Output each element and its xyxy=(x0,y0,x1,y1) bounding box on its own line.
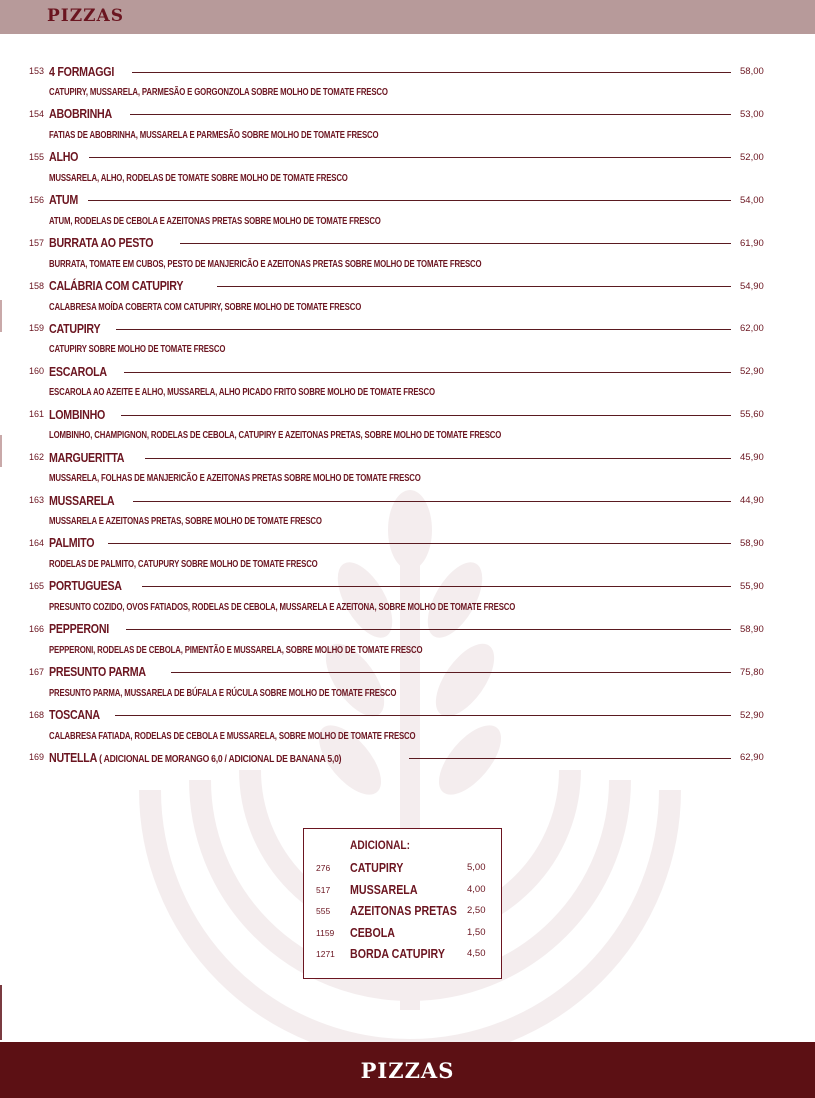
item-number: 164 xyxy=(29,537,45,548)
menu-item-row xyxy=(0,405,815,423)
leader-line xyxy=(130,114,731,115)
addon-row xyxy=(304,924,503,942)
item-number: 166 xyxy=(29,623,45,634)
item-name-text: ABOBRINHA xyxy=(49,106,112,122)
item-number: 156 xyxy=(29,194,45,205)
item-price: 52,00 xyxy=(740,151,764,163)
leader-line xyxy=(88,200,731,201)
item-description: CATUPIRY, MUSSARELA, PARMESÃO E GORGONZOLA SOBRE MOLHO DE TOMATE FRESCO xyxy=(49,87,388,98)
leader-line xyxy=(133,501,731,502)
addon-row xyxy=(304,859,503,877)
item-name-text: BURRATA AO PESTO xyxy=(49,235,154,251)
menu-item-row xyxy=(0,663,815,681)
menu-item-row xyxy=(0,277,815,295)
menu-item-row xyxy=(0,706,815,724)
addon-row xyxy=(304,902,503,920)
leader-line xyxy=(126,629,731,630)
leader-line xyxy=(108,543,731,544)
addon-name: CATUPIRY xyxy=(350,860,404,875)
addon-code: 555 xyxy=(316,906,331,916)
item-number: 160 xyxy=(29,366,45,377)
item-number: 167 xyxy=(29,666,45,677)
addon-code: 1271 xyxy=(316,949,335,959)
item-name xyxy=(49,578,122,593)
item-description: FATIAS DE ABOBRINHA, MUSSARELA E PARMESÃO SOBRE MOLHO DE TOMATE FRESCO xyxy=(49,129,379,141)
header-bar xyxy=(0,0,815,34)
item-price: 52,90 xyxy=(740,366,764,378)
item-name xyxy=(49,450,124,465)
item-price: 61,90 xyxy=(740,237,764,249)
item-description: CALABRESA FATIADA, RODELAS DE CEBOLA E MUSSARELA, SOBRE MOLHO DE TOMATE FRESCO xyxy=(49,730,416,742)
leader-line xyxy=(145,458,731,459)
item-number: 158 xyxy=(29,280,45,291)
item-price: 58,90 xyxy=(740,537,764,549)
addon-code: 1159 xyxy=(316,927,335,938)
item-name-text: PALMITO xyxy=(49,535,95,551)
leader-line xyxy=(171,672,731,673)
leader-line xyxy=(217,286,731,287)
item-name xyxy=(49,64,114,79)
item-number: 165 xyxy=(29,580,45,591)
menu-item-row xyxy=(0,748,815,766)
item-name xyxy=(49,149,78,164)
addon-name: BORDA CATUPIRY xyxy=(350,946,445,961)
item-price: 75,80 xyxy=(740,666,764,678)
item-name xyxy=(49,321,100,336)
footer-bar xyxy=(0,1042,815,1098)
item-number: 161 xyxy=(29,409,45,420)
menu-item-row xyxy=(0,491,815,509)
item-description: PEPPERONI, RODELAS DE CEBOLA, PIMENTÃO E MUSSARELA, SOBRE MOLHO DE TOMATE FRESCO xyxy=(49,644,423,656)
addon-price: 1,50 xyxy=(467,926,486,938)
item-name-text: CALÁBRIA COM CATUPIRY xyxy=(49,278,184,293)
item-name xyxy=(49,364,107,379)
item-name xyxy=(49,235,153,250)
item-note: ( ADICIONAL DE MORANGO 6,0 / ADICIONAL DE BANANA 5,0) xyxy=(97,752,342,765)
item-name-text: TOSCANA xyxy=(49,707,100,722)
menu-item-row xyxy=(0,105,815,123)
item-description: ESCAROLA AO AZEITE E ALHO, MUSSARELA, ALHO PICADO FRITO SOBRE MOLHO DE TOMATE FRESCO xyxy=(49,387,435,399)
item-description: ATUM, RODELAS DE CEBOLA E AZEITONAS PRETAS SOBRE MOLHO DE TOMATE FRESCO xyxy=(49,215,381,227)
addon-row xyxy=(304,881,503,899)
item-number: 163 xyxy=(29,495,45,505)
leader-line xyxy=(89,157,731,158)
leader-line xyxy=(180,243,731,244)
item-number: 157 xyxy=(29,237,45,248)
item-price: 54,00 xyxy=(740,194,764,206)
menu-item-row xyxy=(0,534,815,552)
item-name xyxy=(49,106,112,121)
item-price: 58,90 xyxy=(740,623,764,635)
item-description: BURRATA, TOMATE EM CUBOS, PESTO DE MANJERICÃO E AZEITONAS PRETAS SOBRE MOLHO DE TOMATE FRESCO xyxy=(49,258,482,270)
addons-box xyxy=(303,828,502,979)
item-price: 58,00 xyxy=(740,66,764,77)
addon-name: AZEITONAS PRETAS xyxy=(350,903,457,918)
item-description: CALABRESA MOÍDA COBERTA COM CATUPIRY, SOBRE MOLHO DE TOMATE FRESCO xyxy=(49,301,362,313)
menu-item-row xyxy=(0,448,815,466)
leader-line xyxy=(142,586,731,587)
left-edge-mark xyxy=(0,985,2,1040)
item-name-text: ATUM xyxy=(49,192,79,208)
item-name xyxy=(49,664,146,679)
footer-title: PIZZAS xyxy=(360,1058,455,1083)
item-price: 53,00 xyxy=(740,108,764,120)
item-name xyxy=(49,707,100,722)
leader-line xyxy=(115,715,731,716)
item-number: 155 xyxy=(29,151,45,162)
item-description: RODELAS DE PALMITO, CATUPURY SOBRE MOLHO DE TOMATE FRESCO xyxy=(49,558,318,570)
leader-line xyxy=(409,758,731,759)
item-price: 45,90 xyxy=(740,452,764,464)
item-name xyxy=(49,407,105,422)
item-price: 44,90 xyxy=(740,495,764,506)
menu-item-row xyxy=(0,191,815,209)
item-name-text: PORTUGUESA xyxy=(49,578,122,594)
item-name-text: MARGUERITTA xyxy=(49,449,125,465)
menu-item-row xyxy=(0,234,815,252)
item-name-text: ALHO xyxy=(49,149,79,165)
item-name-text: MUSSARELA xyxy=(49,492,115,508)
item-number: 169 xyxy=(29,752,45,763)
addon-row xyxy=(304,945,503,963)
item-name-text: PRESUNTO PARMA xyxy=(49,664,146,680)
item-name-text: 4 FORMAGGI xyxy=(49,63,115,79)
item-number: 159 xyxy=(29,323,45,334)
item-name xyxy=(49,621,109,636)
item-price: 62,00 xyxy=(740,323,764,335)
page-title: PIZZAS xyxy=(47,6,125,26)
addon-name: CEBOLA xyxy=(350,924,396,940)
item-description: PRESUNTO PARMA, MUSSARELA DE BÚFALA E RÚCULA SOBRE MOLHO DE TOMATE FRESCO xyxy=(49,687,397,699)
addon-price: 4,50 xyxy=(467,948,486,959)
leader-line xyxy=(124,372,731,373)
item-description: MUSSARELA, ALHO, RODELAS DE TOMATE SOBRE MOLHO DE TOMATE FRESCO xyxy=(49,172,348,184)
leader-line xyxy=(132,72,731,73)
addon-name: MUSSARELA xyxy=(350,881,418,897)
item-description: PRESUNTO COZIDO, OVOS FATIADOS, RODELAS DE CEBOLA, MUSSARELA E AZEITONA, SOBRE MOLHO DE TOMATE FRESCO xyxy=(49,601,516,613)
item-name xyxy=(49,278,183,293)
menu-item-row xyxy=(0,362,815,380)
item-price: 55,90 xyxy=(740,580,764,592)
addons-title: ADICIONAL: xyxy=(350,838,411,852)
item-name xyxy=(49,192,78,207)
item-description: CATUPIRY SOBRE MOLHO DE TOMATE FRESCO xyxy=(49,344,226,356)
leader-line xyxy=(116,329,731,330)
addon-code: 276 xyxy=(316,863,331,873)
menu-item-row xyxy=(0,620,815,638)
addon-price: 4,00 xyxy=(467,883,486,895)
item-name-text: LOMBINHO xyxy=(49,406,106,422)
item-number: 162 xyxy=(29,452,45,463)
item-name xyxy=(49,750,341,765)
item-number: 154 xyxy=(29,108,45,119)
item-price: 54,90 xyxy=(740,280,764,292)
item-description: LOMBINHO, CHAMPIGNON, RODELAS DE CEBOLA, CATUPIRY E AZEITONAS PRETAS, SOBRE MOLHO DE TOMATE FRESCO xyxy=(49,430,502,442)
item-name-text: PEPPERONI xyxy=(49,621,109,637)
menu-item-row xyxy=(0,62,815,80)
item-name-text: NUTELLA xyxy=(49,749,98,765)
item-number: 153 xyxy=(29,66,45,76)
item-description: MUSSARELA, FOLHAS DE MANJERICÃO E AZEITONAS PRETAS SOBRE MOLHO DE TOMATE FRESCO xyxy=(49,473,421,485)
addon-price: 5,00 xyxy=(467,862,486,873)
menu-item-row xyxy=(0,319,815,337)
item-name-text: CATUPIRY xyxy=(49,320,101,336)
leader-line xyxy=(121,415,731,416)
item-price: 52,90 xyxy=(740,709,764,721)
item-number: 168 xyxy=(29,709,45,720)
menu-item-row xyxy=(0,577,815,595)
item-name xyxy=(49,493,114,508)
menu-item-row xyxy=(0,148,815,166)
item-price: 62,90 xyxy=(740,752,764,764)
addon-code: 517 xyxy=(316,884,331,895)
item-description: MUSSARELA E AZEITONAS PRETAS, SOBRE MOLHO DE TOMATE FRESCO xyxy=(49,516,322,527)
item-price: 55,60 xyxy=(740,409,764,421)
item-name-text: ESCAROLA xyxy=(49,363,107,379)
addon-price: 2,50 xyxy=(467,905,486,916)
item-name xyxy=(49,535,94,550)
